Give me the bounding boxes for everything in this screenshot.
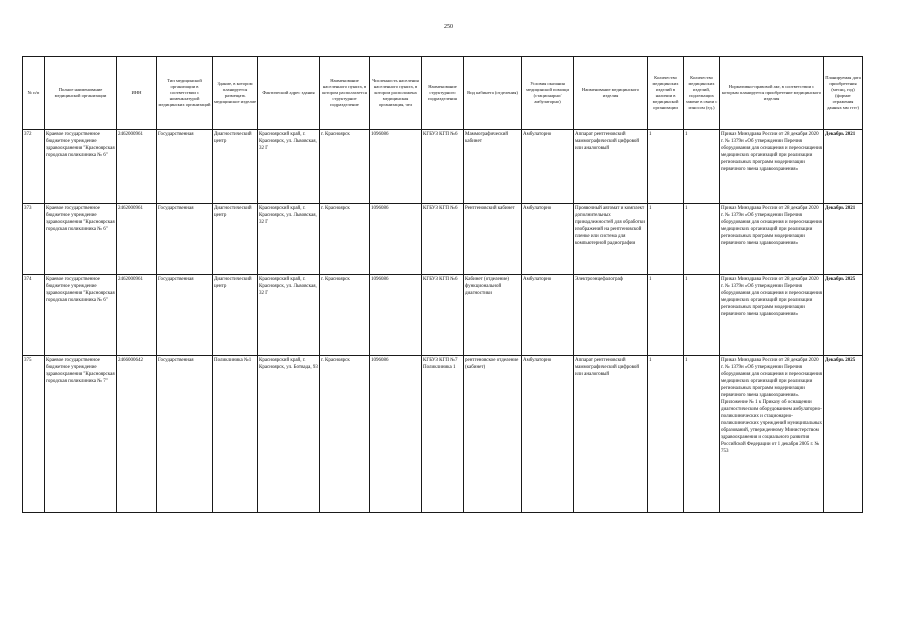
header-population: Численность населения населенного пункта, в котором расположена медицинская организация, чел <box>370 57 422 130</box>
header-count-replace: Количество медицинских изделий, подлежащих замене в связи с износом (ед.) <box>684 57 720 130</box>
cell-inn: 2462000961 <box>117 275 157 356</box>
cell-count-replace: 1 <box>684 130 720 204</box>
cell-type: Государственная <box>157 275 213 356</box>
cell-building: Диагностический центр <box>213 275 258 356</box>
header-date: Планируемая дата приобретения (месяц, год) (формат отражения данных мм гггг) <box>824 57 863 130</box>
cell-count-present: 1 <box>648 275 684 356</box>
cell-inn: 2466000642 <box>117 356 157 513</box>
cell-locality: г. Красноярск <box>320 275 370 356</box>
cell-room: Рентгеновский кабинет <box>464 204 522 275</box>
cell-act: Приказ Минздрава России от 28 декабря 2020 г. № 1379н «Об утверждении Перечня оборудования для оснащения и переоснащения медицинских организаций при реализации региональных программ модернизации первичного звена здравоохранения» <box>720 130 824 204</box>
cell-room: рентгеновское отделение (кабинет) <box>464 356 522 513</box>
cell-act: Приказ Минздрава России от 28 декабря 2020 г. № 1379н «Об утверждении Перечня оборудования для оснащения и переоснащения медицинских организаций при реализации региональных программ модернизации первичного звена здравоохранения» <box>720 275 824 356</box>
header-building: Здание, в котором планируется размещать медицинское изделие <box>213 57 258 130</box>
table-row <box>23 130 863 204</box>
header-type: Тип медицинской организации в соответствии с номенклатурой медицинских организаций <box>157 57 213 130</box>
cell-unit: КГБУЗ КГП №6 <box>422 130 464 204</box>
cell-address: Красноярский край, г. Красноярск, ул. Львовская, 32 Г <box>258 130 320 204</box>
cell-count-present: 1 <box>648 204 684 275</box>
cell-conditions: Амбулаторно <box>522 356 574 513</box>
cell-population: 1096086 <box>370 356 422 513</box>
header-num: № п/п <box>23 57 45 130</box>
cell-unit: КГБУЗ КГП №6 <box>422 275 464 356</box>
cell-num: 375 <box>23 356 45 513</box>
equipment-register-table <box>22 56 863 513</box>
cell-num: 373 <box>23 204 45 275</box>
header-org: Полное наименование медицинской организации <box>45 57 117 130</box>
page-number: 250 <box>444 24 453 30</box>
cell-type: Государственная <box>157 204 213 275</box>
cell-num: 374 <box>23 275 45 356</box>
header-address: Фактический адрес здания <box>258 57 320 130</box>
header-unit: Наименование структурного подразделения <box>422 57 464 130</box>
cell-population: 1096086 <box>370 130 422 204</box>
cell-address: Красноярский край, г. Красноярск, ул. Львовская, 32 Г <box>258 275 320 356</box>
cell-org: Краевое государственное бюджетное учреждение здравоохранения "Красноярская городская поликлиника № 6" <box>45 204 117 275</box>
cell-room: Кабинет (отделение) функциональной диагностики <box>464 275 522 356</box>
cell-locality: г. Красноярск <box>320 204 370 275</box>
table-header-row <box>23 57 863 130</box>
table-row <box>23 275 863 356</box>
header-locality: Наименование населенного пункта, в котором располагается структурное подразделение <box>320 57 370 130</box>
cell-locality: г. Красноярск <box>320 130 370 204</box>
cell-date: Декабрь 2021 <box>824 130 863 204</box>
cell-room: Маммографический кабинет <box>464 130 522 204</box>
cell-inn: 2462000961 <box>117 130 157 204</box>
cell-device: Аппарат рентгеновский маммографический цифровой или аналоговый <box>574 130 648 204</box>
cell-type: Государственная <box>157 130 213 204</box>
cell-org: Краевое государственное бюджетное учреждение здравоохранения "Красноярская городская поликлиника № 6" <box>45 275 117 356</box>
cell-count-replace: 1 <box>684 204 720 275</box>
cell-building: Диагностический центр <box>213 130 258 204</box>
cell-act: Приказ Минздрава России от 28 декабря 2020 г. № 1379н «Об утверждении Перечня оборудования для оснащения и переоснащения медицинских организаций при реализации региональных программ модернизации первичного звена здравоохранения» <box>720 204 824 275</box>
cell-building: Диагностический центр <box>213 204 258 275</box>
header-inn: ИНН <box>117 57 157 130</box>
cell-count-present: 1 <box>648 356 684 513</box>
cell-org: Краевое государственное бюджетное учреждение здравоохранения "Красноярская городская поликлиника № 6" <box>45 130 117 204</box>
cell-count-present: 1 <box>648 130 684 204</box>
cell-count-replace: 1 <box>684 275 720 356</box>
cell-population: 1096086 <box>370 275 422 356</box>
header-device: Наименование медицинского изделия <box>574 57 648 130</box>
cell-act: Приказ Минздрава России от 28 декабря 2020 г. № 1379н «Об утверждении Перечня оборудования для оснащения и переоснащения медицинских организаций при реализации региональных программ модернизации первичного звена здравоохранения». Приложение № 1 к Приказу об оснащении диагностическим оборудованием амбулаторно-поликлинических и стационарно-поликлинических учреждений муниципальных образований, утвержденному Министерством здравоохранения и социального развития Российской Федерации от 1 декабря 2005 г. № 753 <box>720 356 824 513</box>
header-count-present: Количество медицинских изделий в наличии в медицинской организации <box>648 57 684 130</box>
cell-type: Государственная <box>157 356 213 513</box>
cell-locality: г. Красноярск <box>320 356 370 513</box>
cell-num: 372 <box>23 130 45 204</box>
cell-unit: КГБУЗ КГП №6 <box>422 204 464 275</box>
header-conditions: Условия оказания медицинской помощи (стационарно/ амбулаторно) <box>522 57 574 130</box>
header-act: Нормативно-правовой акт, в соответствии с которым планируется приобретение медицинского изделия <box>720 57 824 130</box>
cell-date: Декабрь 2025 <box>824 356 863 513</box>
cell-date: Декабрь 2025 <box>824 275 863 356</box>
cell-building: Поликлиника №1 <box>213 356 258 513</box>
cell-conditions: Амбулаторно <box>522 130 574 204</box>
cell-device: Электроэнцефалограф <box>574 275 648 356</box>
header-room: Вид кабинета (отделения) <box>464 57 522 130</box>
cell-conditions: Амбулаторно <box>522 204 574 275</box>
cell-count-replace: 1 <box>684 356 720 513</box>
cell-device: Аппарат рентгеновский маммографический цифровой или аналоговый <box>574 356 648 513</box>
cell-address: Красноярский край, г. Красноярск, ул. Ботвада, 93 <box>258 356 320 513</box>
cell-inn: 2462000961 <box>117 204 157 275</box>
cell-population: 1096086 <box>370 204 422 275</box>
cell-date: Декабрь 2021 <box>824 204 863 275</box>
table-row <box>23 204 863 275</box>
cell-address: Красноярский край, г. Красноярск, ул. Львовская, 32 Г <box>258 204 320 275</box>
cell-device: Проявочный автомат и комплект дополнительных принадлежностей для обработки изображений на рентгеновской пленке или система для компьютерной радиографии <box>574 204 648 275</box>
cell-unit: КГБУЗ КГП №7 Поликлиника 1 <box>422 356 464 513</box>
table-row <box>23 356 863 513</box>
cell-conditions: Амбулаторно <box>522 275 574 356</box>
cell-org: Краевое государственное бюджетное учреждение здравоохранения "Красноярская городская поликлиника № 7" <box>45 356 117 513</box>
